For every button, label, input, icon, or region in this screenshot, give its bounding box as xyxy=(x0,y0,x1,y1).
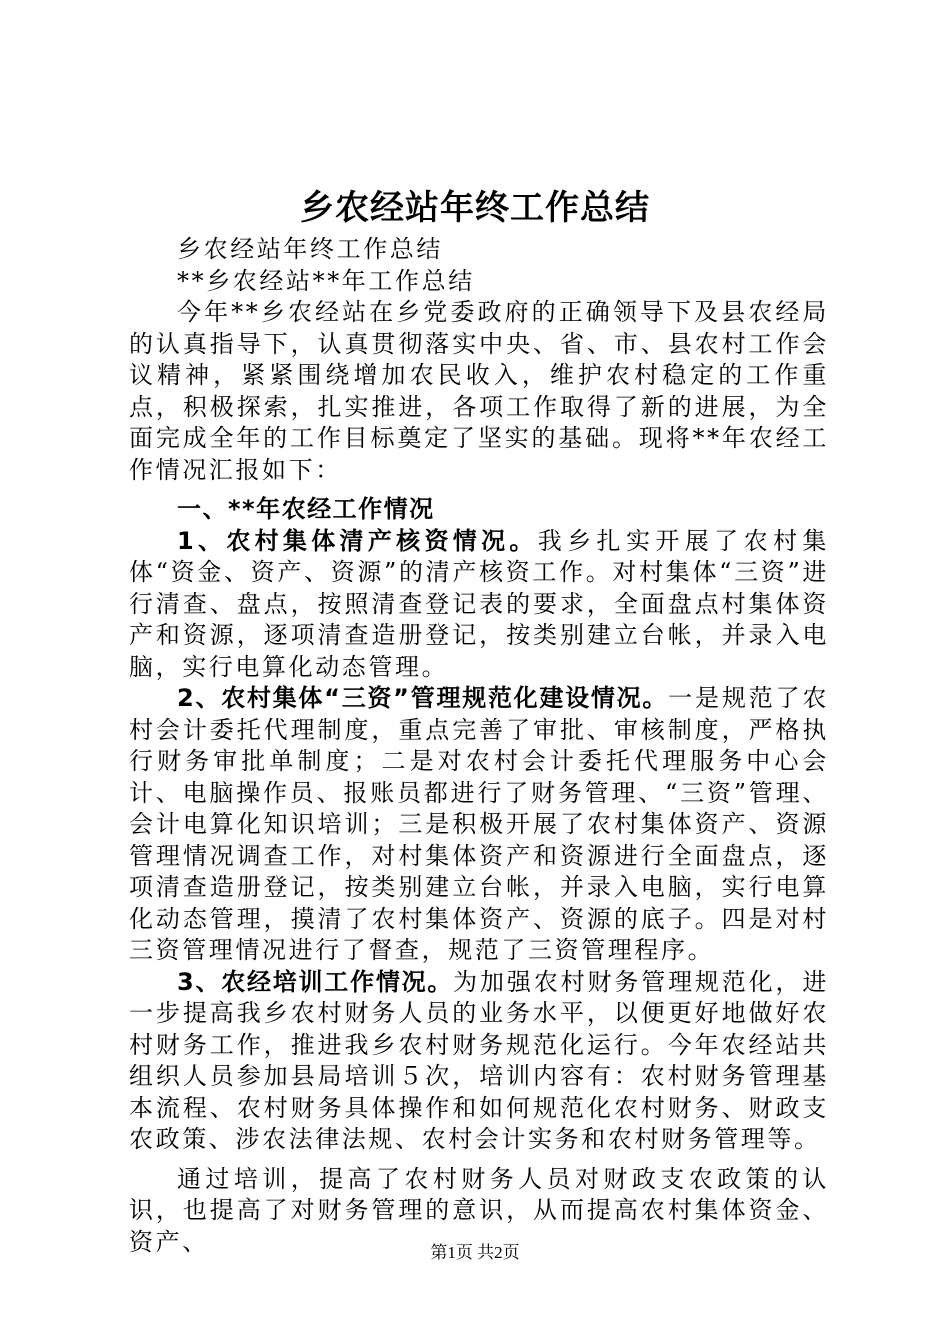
item-2-heading: 2、农村集体“三资”管理规范化建设情况。 xyxy=(177,684,669,712)
closing-paragraph: 通过培训，提高了农村财务人员对财政支农政策的认识，也提高了对财务管理的意识，从而提高农村集体资金、资产、 xyxy=(129,1164,829,1256)
item-2-body: 一是规范了农村会计委托代理制度，重点完善了审批、审核制度，严格执行财务审批单制度；二是对农村会计委托代理服务中心会计、电脑操作员、报账员都进行了财务管理、“三资”管理、会计电算化知识培训；三是积极开展了农村集体资产、资源管理情况调查工作，对村集体资产和资源进行全面盘点，逐项清查造册登记，按类别建立台帐，并录入电脑，实行电算化动态管理，摸清了农村集体资产、资源的底子。四是对村三资管理情况进行了督查，规范了三资管理程序。 xyxy=(129,684,829,964)
report-heading-paragraph: **乡农经站**年工作总结 xyxy=(177,266,475,295)
item-3-body: 为加强农村财务管理规范化，进一步提高我乡农村财务人员的业务水平，以便更好地做好农村财务工作，推进我乡农村财务规范化运行。今年农经站共组织人员参加县局培训５次，培训内容有：农村财务管理基本流程、农村财务具体操作和如何规范化农村财务、财政支农政策、涉农法律法规、农村会计实务和农村财务管理等。 xyxy=(129,967,830,1153)
intro-paragraph: 今年**乡农经站在乡党委政府的正确领导下及县农经局的认真指导下，认真贯彻落实中央、省、市、县农村工作会议精神，紧紧围绕增加农民收入，维护农村稳定的工作重点，积极探索，扎实推进，各项工作取得了新的进展，为全面完成全年的工作目标奠定了坚实的基础。现将**年农经工作情况汇报如下： xyxy=(129,298,829,484)
document-title: 乡农经站年终工作总结 xyxy=(300,188,650,228)
page-number-footer: 第1页 共2页 xyxy=(430,1243,520,1262)
item-1-body: 我乡扎实开展了农村集体“资金、资产、资源”的清产核资工作。对村集体“三资”进行清查、盘点，按照清查登记表的要求，全面盘点村集体资产和资源，逐项清查造册登记，按类别建立台帐，并录入电脑，实行电算化动态管理。 xyxy=(129,526,829,681)
item-2-paragraph xyxy=(129,683,829,967)
document-body xyxy=(129,234,829,1258)
section-heading xyxy=(129,494,829,526)
item-1-heading: 1、农村集体清产核资情况。 xyxy=(177,526,538,555)
section-heading-text: 一、**年农经工作情况 xyxy=(177,495,435,523)
subtitle-paragraph: 乡农经站年终工作总结 xyxy=(177,235,443,263)
item-3-paragraph xyxy=(129,967,829,1156)
item-1-paragraph xyxy=(129,526,829,684)
item-3-heading: 3、农经培训工作情况。 xyxy=(177,967,454,996)
